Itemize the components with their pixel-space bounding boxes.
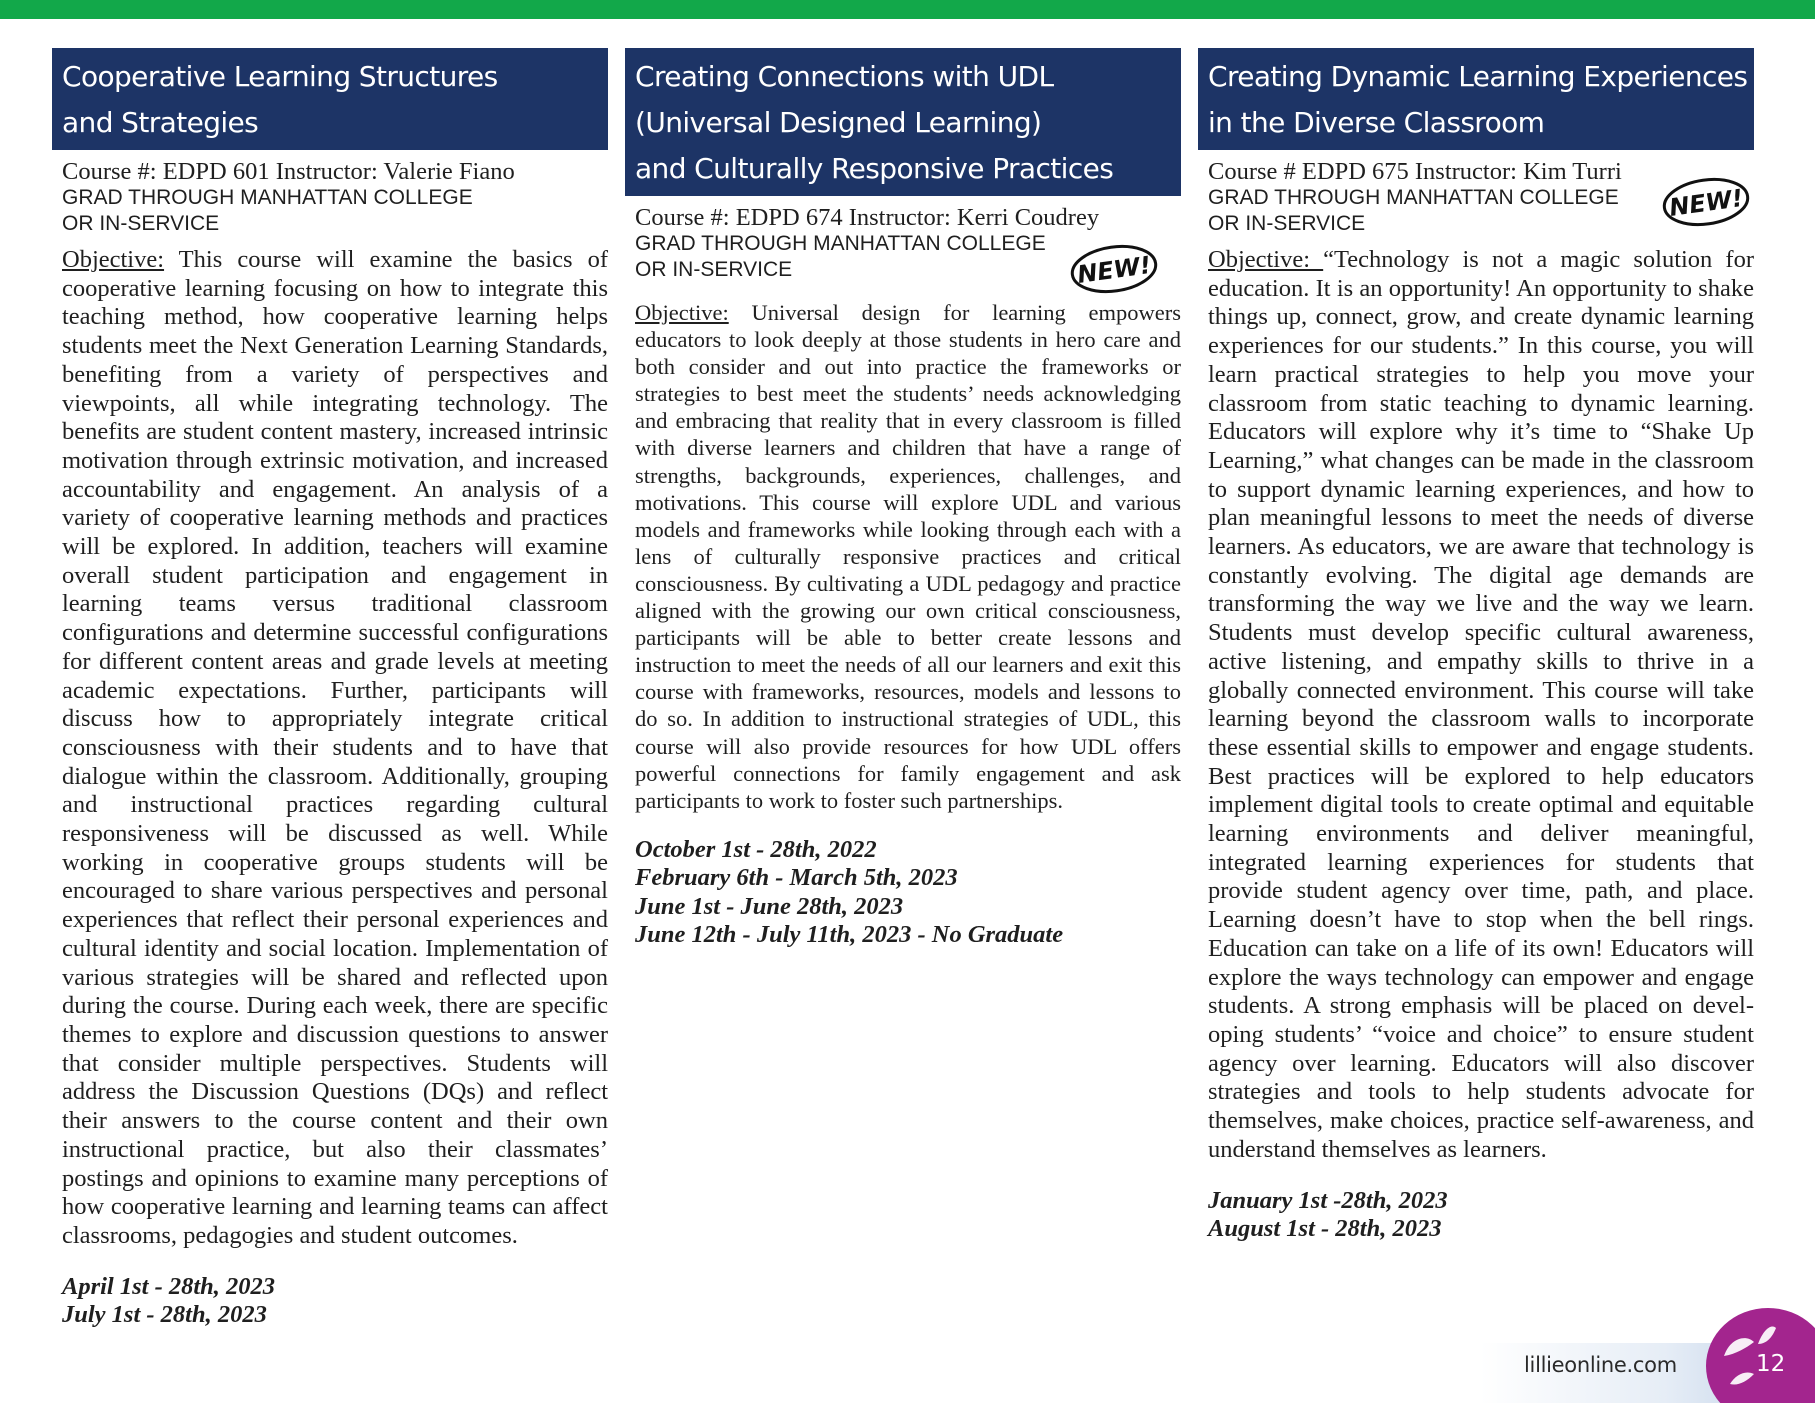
objective-text: “Technology is not a magic solution for education. It is an opportunity! An opportunity to shake things up, connect, grow, and create dynamic learning experiences for our students.” In this course, you will learn practical strategies to help you move your classroom from static teaching to dynamic learning. Educators will explore why it’s time to “Shake Up Learning,” what changes can be made in the classroom to support dynamic learning experiences, and how to plan meaningful lessons to meet the needs of diverse learners. As educators, we are aware that technology is constantly evolving. The digital age demands are transforming the way we live and the way we learn. Students must develop specific cultural awareness, active listening, and empathy skills to thrive in a globally connected environment. This course will take learning beyond the classroom walls to incorporate these essential skills to empower and engage students. Best practices will be explored to help educators implement digital tools to create optimal and equitable learning environments and deliver meaningful, integrated learning experiences for students that provide student agency over time, path, and place. Learning doesn’t have to stop when the bell rings. Education can take on a life of its own! Educators will explore the ways technology can empower and engage students. A strong emphasis will be placed on developing students’ “voice and choice” to ensure student agency over learning. Educators will also discover strategies and tools to help students advocate for themselves, make choices, practice self-awareness, and understand themselves as learners. <box>1208 246 1755 1163</box>
course-dates <box>52 1273 608 1330</box>
grad-credit-line: GRAD THROUGH MANHATTAN COLLEGE <box>635 232 1046 255</box>
course-objective <box>1198 246 1754 1165</box>
in-service-line: OR IN-SERVICE <box>62 212 220 235</box>
footer-website: lillieonline.com <box>1524 1353 1677 1377</box>
new-badge <box>1068 242 1160 296</box>
course-number-instructor: Course #: EDPD 601 Instructor: Valerie Fiano <box>62 158 515 185</box>
course-number-instructor: Course # EDPD 675 Instructor: Kim Turri <box>1208 158 1622 185</box>
grad-credit-line: GRAD THROUGH MANHATTAN COLLEGE <box>62 186 473 209</box>
new-badge-text: NEW! <box>1667 183 1745 222</box>
top-color-bar <box>0 0 1815 19</box>
new-badge-text: NEW! <box>1075 250 1153 289</box>
in-service-line: OR IN-SERVICE <box>635 258 793 281</box>
course-title-line: Creating Dynamic Learning Experiences <box>1208 60 1748 93</box>
objective-text: Universal design for learning empowers educators to look deeply at those students in hero care and both consider and out into practice the frameworks or strategies to best meet the students’ needs acknowledging and embracing that reality that in every classroom is filled with diverse learners and children that have a range of strengths, backgrounds, experiences, challenges, and motivations. This course will explore UDL and various models and frameworks while looking through each with a lens of culturally responsive practices and critical consciousness. By cultivating a UDL pedagogy and practice aligned with the growing our own critical consciousness, participants will be able to better create lessons and instruction to meet the needs of all our learners and exit this course with frameworks, resources, models and lessons to do so. In addition to instructional strategies of UDL, this course will also provide resources for how UDL offers powerful connections for family engagement and ask participants to work to foster such partnerships. <box>635 300 1181 813</box>
course-date: August 1st - 28th, 2023 <box>1208 1215 1442 1242</box>
course-number-instructor: Course #: EDPD 674 Instructor: Kerri Coudrey <box>635 204 1100 231</box>
course-title-line: (Universal Designed Learning) <box>635 106 1042 139</box>
course-objective <box>625 299 1181 814</box>
course-title <box>52 48 608 150</box>
course-title-line: in the Diverse Classroom <box>1208 106 1545 139</box>
course-title <box>625 48 1181 196</box>
objective-label: Objective: <box>1208 246 1324 273</box>
new-badge <box>1660 175 1752 229</box>
objective-label: Objective: <box>62 246 165 273</box>
course-column-cooperative-learning <box>52 48 608 1330</box>
objective-label: Objective: <box>635 300 729 325</box>
course-date: June 12th - July 11th, 2023 - No Graduate <box>635 921 1064 949</box>
course-dates <box>625 836 1181 950</box>
grad-credit-line: GRAD THROUGH MANHATTAN COLLEGE <box>1208 186 1619 209</box>
course-dates <box>1198 1187 1754 1244</box>
course-date: June 1st - June 28th, 2023 <box>635 892 904 920</box>
course-column-udl <box>625 48 1181 950</box>
course-title-line: and Strategies <box>62 106 259 139</box>
course-title-line: Cooperative Learning Structures <box>62 60 498 93</box>
course-title <box>1198 48 1754 150</box>
course-title-line: and Culturally Responsive Practices <box>635 152 1114 185</box>
course-date: October 1st - 28th, 2022 <box>635 835 877 863</box>
lily-flower-icon <box>1680 1298 1815 1403</box>
course-date: January 1st -28th, 2023 <box>1208 1186 1448 1214</box>
page-number: 12 <box>1756 1351 1786 1377</box>
course-date: April 1st - 28th, 2023 <box>62 1272 276 1300</box>
course-date: July 1st - 28th, 2023 <box>62 1301 267 1329</box>
objective-text: This course will examine the basics of cooperative learning focusing on how to integrate this teaching method, how cooperative learning helps students meet the Next Generation Learning Standards, benefiting from a variety of perspectives and viewpoints, all while integrating technology. The benefits are student content mastery, increased intrinsic motivation through extrinsic motivation, and increased accountability and engagement. An analysis of a variety of cooperative learning methods and practices will be explored. In addition, teachers will examine overall student participation and engagement in learning teams versus traditional classroom configurations and determine successful configurations for different content areas and grade levels at meeting academic expectations. Further, participants will discuss how to appropriately integrate critical consciousness with their students and to have that dialogue within the classroom. Additionally, grouping and instructional practices regarding cultural responsiveness will be discussed as well. While working in cooperative groups students will be encouraged to share various perspectives and personal experiences that reflect their personal experiences and cultural identity and social location. Implementation of various strategies will be shared and reflected upon during the course. During each week, there are specific themes to explore and discussion questions to answer that consider multiple perspectives. Students will address the Discussion Questions (DQs) and reflect their answers to the course content and their own instructional practice, but also their classmates’ postings and opinions to examine many perceptions of how cooperative learning and learning teams can affect classrooms, pedagogies and student outcomes. <box>62 246 608 1249</box>
course-date: February 6th - March 5th, 2023 <box>635 864 958 892</box>
in-service-line: OR IN-SERVICE <box>1208 212 1366 235</box>
course-title-line: Creating Connections with UDL <box>635 60 1054 93</box>
course-objective <box>52 246 608 1251</box>
